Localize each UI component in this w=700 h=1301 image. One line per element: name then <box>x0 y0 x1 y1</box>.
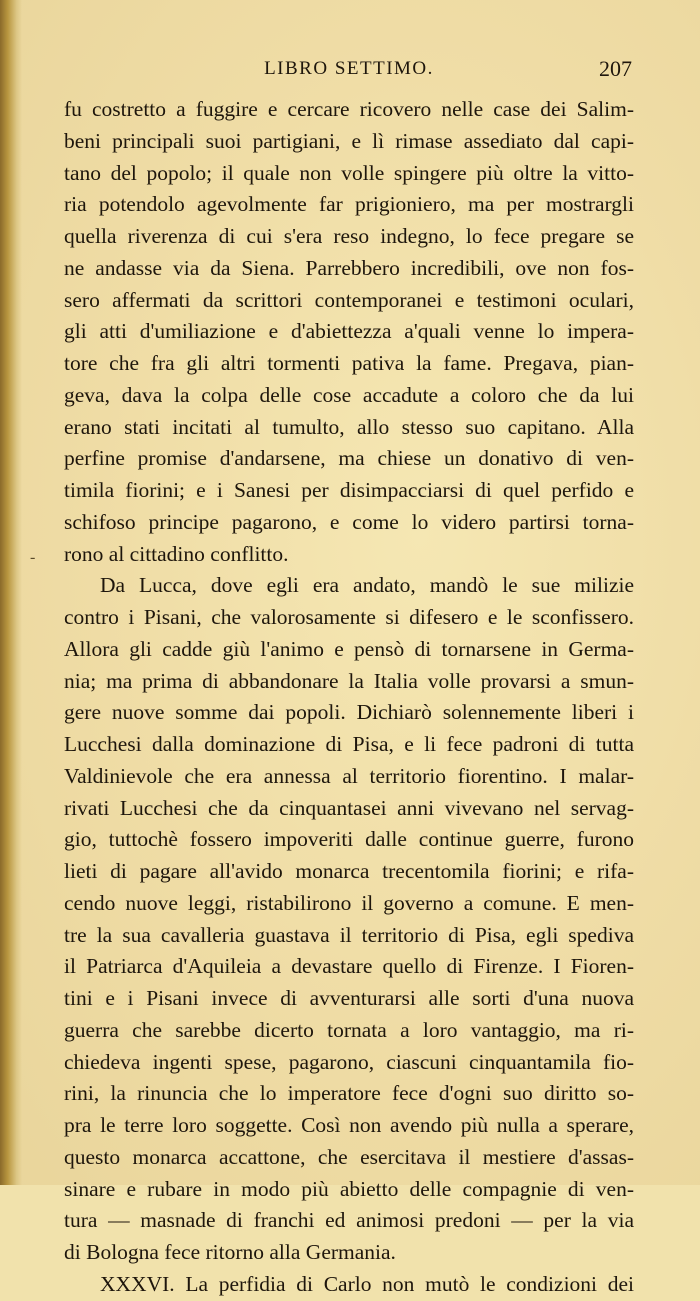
text-line: timila fiorini; e i Sanesi per disimpacciarsi di quel perfido e <box>64 478 634 502</box>
text-line: erano stati incitati al tumulto, allo stesso suo capitano. Alla <box>64 414 634 439</box>
text-line: tura — masnade di franchi ed animosi predoni — per la via <box>64 1208 634 1233</box>
paragraph-last-line: di Bologna fece ritorno alla Germania. <box>64 1240 396 1264</box>
text-line: contro i Pisani, che valorosamente si difesero e le sconfissero. <box>64 605 634 629</box>
page-header <box>64 58 634 88</box>
paragraph-first-line: Da Lucca, dove egli era andato, mandò le sue milizie <box>100 573 634 598</box>
body-text <box>64 94 634 1301</box>
text-line: perfine promise d'andarsene, ma chiese un donativo di ven- <box>64 446 634 471</box>
text-line: guerra che sarebbe dicerto tornata a loro vantaggio, ma ri- <box>64 1017 634 1042</box>
text-line: gio, tuttochè fossero impoveriti dalle continue guerre, furono <box>64 827 634 852</box>
section-heading-line: XXXVI. La perfidia di Carlo non mutò le condizioni dei <box>100 1271 634 1296</box>
text-line: quella riverenza di cui s'era reso indegno, lo fece pregare se <box>64 224 634 248</box>
text-line: gere nuove somme dai popoli. Dichiarò solennemente liberi i <box>64 700 634 725</box>
text-line: questo monarca accattone, che esercitava il mestiere d'assas- <box>64 1144 634 1169</box>
text-line: nia; ma prima di abbandonare la Italia volle provarsi a smun- <box>64 668 634 693</box>
text-line: cendo nuove leggi, ristabilirono il governo a comune. E men- <box>64 890 634 915</box>
text-line: ne andasse via da Siena. Parrebbero incredibili, ove non fos- <box>64 255 634 280</box>
paragraph-last-line: rono al cittadino conflitto. <box>64 541 289 566</box>
text-line: tini e i Pisani invece di avventurarsi alle sorti d'una nuova <box>64 986 634 1010</box>
text-line: Valdinievole che era annessa al territorio fiorentino. I malar- <box>64 763 634 788</box>
margin-mark: - <box>30 549 36 566</box>
text-line: tore che fra gli altri tormenti pativa la fame. Pregava, pian- <box>64 351 634 375</box>
text-line: geva, dava la colpa delle cose accadute a coloro che da lui <box>64 382 634 407</box>
text-line: Lucchesi dalla dominazione di Pisa, e li fece padroni di tutta <box>64 732 634 756</box>
text-line: rivati Lucchesi che da cinquantasei anni vivevano nel servag- <box>64 795 634 820</box>
text-line: sero affermati da scrittori contemporanei e testimoni oculari, <box>64 287 634 312</box>
text-line: pra le terre loro soggette. Così non avendo più nulla a sperare, <box>64 1113 634 1137</box>
running-title: LIBRO SETTIMO. <box>264 58 434 79</box>
text-line: tre la sua cavalleria guastava il territorio di Pisa, egli spediva <box>64 922 634 947</box>
text-line: fu costretto a fuggire e cercare ricovero nelle case dei Salim- <box>64 97 634 121</box>
page-number: 207 <box>599 56 632 81</box>
text-line: gli atti d'umiliazione e d'abiettezza a'quali venne lo impera- <box>64 319 634 344</box>
book-spine-shadow <box>0 0 22 1185</box>
text-line: rini, la rinuncia che lo imperatore fece d'ogni suo diritto so- <box>64 1081 634 1106</box>
text-line: schifoso principe pagarono, e come lo videro partirsi torna- <box>64 509 634 534</box>
text-line: ria potendolo agevolmente far prigioniero, ma per mostrargli <box>64 192 634 217</box>
text-line: il Patriarca d'Aquileia a devastare quello di Firenze. I Fioren- <box>64 954 634 979</box>
text-line: Allora gli cadde giù l'animo e pensò di tornarsene in Germa- <box>64 636 634 661</box>
text-line: sinare e rubare in modo più abietto delle compagnie di ven- <box>64 1176 634 1201</box>
text-line: lieti di pagare all'avido monarca trecentomila fiorini; e rifa- <box>64 859 634 883</box>
text-line: chiedeva ingenti spese, pagarono, ciascuni cinquantamila fio- <box>64 1049 634 1074</box>
text-line: beni principali suoi partigiani, e lì rimase assediato dal capi- <box>64 128 634 153</box>
text-line: tano del popolo; il quale non volle spingere più oltre la vitto- <box>64 160 634 185</box>
